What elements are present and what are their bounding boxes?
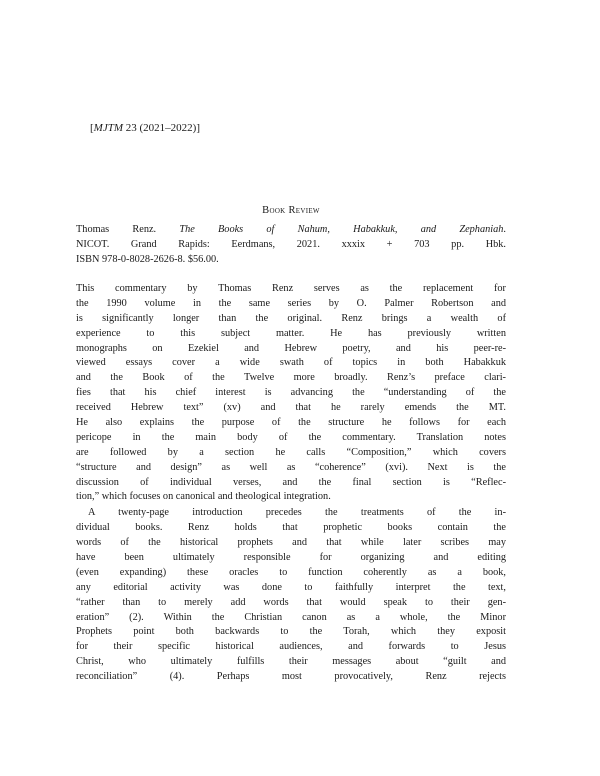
citation-line-1	[76, 222, 506, 237]
paragraph-line: “rather than to merely add words that would speak to their gen-	[76, 596, 506, 608]
paragraph-line: and the Book of the Twelve more broadly. Renz’s preface clari-	[76, 372, 506, 384]
paragraph-line: discussion of individual verses, and the final section is “Reflec-	[76, 476, 506, 488]
paragraph-line: pericope in the main body of the commentary. Translation notes	[76, 431, 506, 443]
citation-title-end: .	[503, 224, 506, 235]
paragraph-line: He also explains the purpose of the structure he follows for each	[76, 417, 506, 429]
paragraph-line: fies that his chief interest is advancing the “understanding of the	[76, 387, 506, 399]
paragraph-line: reconciliation” (4). Perhaps most provocatively, Renz rejects	[76, 671, 506, 683]
citation-title: The Books of Nahum, Habakkuk, and Zephaniah	[179, 224, 504, 235]
paragraph-2	[76, 506, 506, 685]
paragraph-line: This commentary by Thomas Renz serves as the replacement for	[76, 283, 506, 294]
review-body	[76, 282, 506, 685]
book-citation	[76, 222, 506, 268]
running-header	[90, 121, 200, 135]
paragraph-line: (even expanding) these oracles to function coherently as a book,	[76, 566, 506, 578]
paragraph-line: A twenty-page introduction precedes the treatments of the in-	[88, 507, 506, 519]
paragraph-line: is significantly longer than the original. Renz brings a wealth of	[76, 312, 506, 324]
paragraph-line: words of the historical prophets and that while later scribes may	[76, 537, 506, 549]
volume-years: 23 (2021–2022)]	[123, 122, 200, 134]
citation-line-3: ISBN 978-0-8028-2626-8. $56.00.	[76, 254, 219, 266]
journal-abbreviation: MJTM	[93, 122, 123, 134]
paragraph-line: are followed by a section he calls “Composition,” which covers	[76, 446, 506, 458]
paragraph-line: the 1990 volume in the same series by O. Palmer Robertson and	[76, 297, 506, 309]
paragraph-line: tion,” which focuses on canonical and theological integration.	[76, 491, 331, 503]
paragraph-line: for their specific historical audiences, and forwards to Jesus	[76, 641, 506, 653]
paragraph-line: viewed essays cover a wide swath of topics in both Habakkuk	[76, 357, 506, 369]
paragraph-line: Prophets point both backwards to the Torah, which they exposit	[76, 626, 506, 638]
paragraph-line: dividual books. Renz holds that prophetic books contain the	[76, 522, 506, 534]
citation-line-2: NICOT. Grand Rapids: Eerdmans, 2021. xxxix + 703 pp. Hbk.	[76, 239, 506, 251]
paragraph-1	[76, 282, 506, 505]
paragraph-line: Christ, who ultimately fulfills their messages about “guilt and	[76, 656, 506, 668]
paragraph-line: any editorial activity was done to faithfully interpret the text,	[76, 581, 506, 593]
paragraph-line: experience to this subject matter. He has previously written	[76, 327, 506, 339]
paragraph-line: “structure and design” as well as “coherence” (xvi). Next is the	[76, 461, 506, 473]
paragraph-line: monographs on Ezekiel and Hebrew poetry, and his peer-re-	[76, 342, 506, 354]
paragraph-line: have been ultimately responsible for organizing and editing	[76, 552, 506, 564]
paragraph-line: eration” (2). Within the Christian canon as a whole, the Minor	[76, 611, 506, 623]
section-title: Book Review	[262, 205, 320, 216]
paragraph-line: received Hebrew text” (xv) and that he rarely emends the MT.	[76, 402, 506, 414]
citation-author: Thomas Renz.	[76, 224, 180, 235]
header-open-bracket: [	[90, 122, 94, 134]
